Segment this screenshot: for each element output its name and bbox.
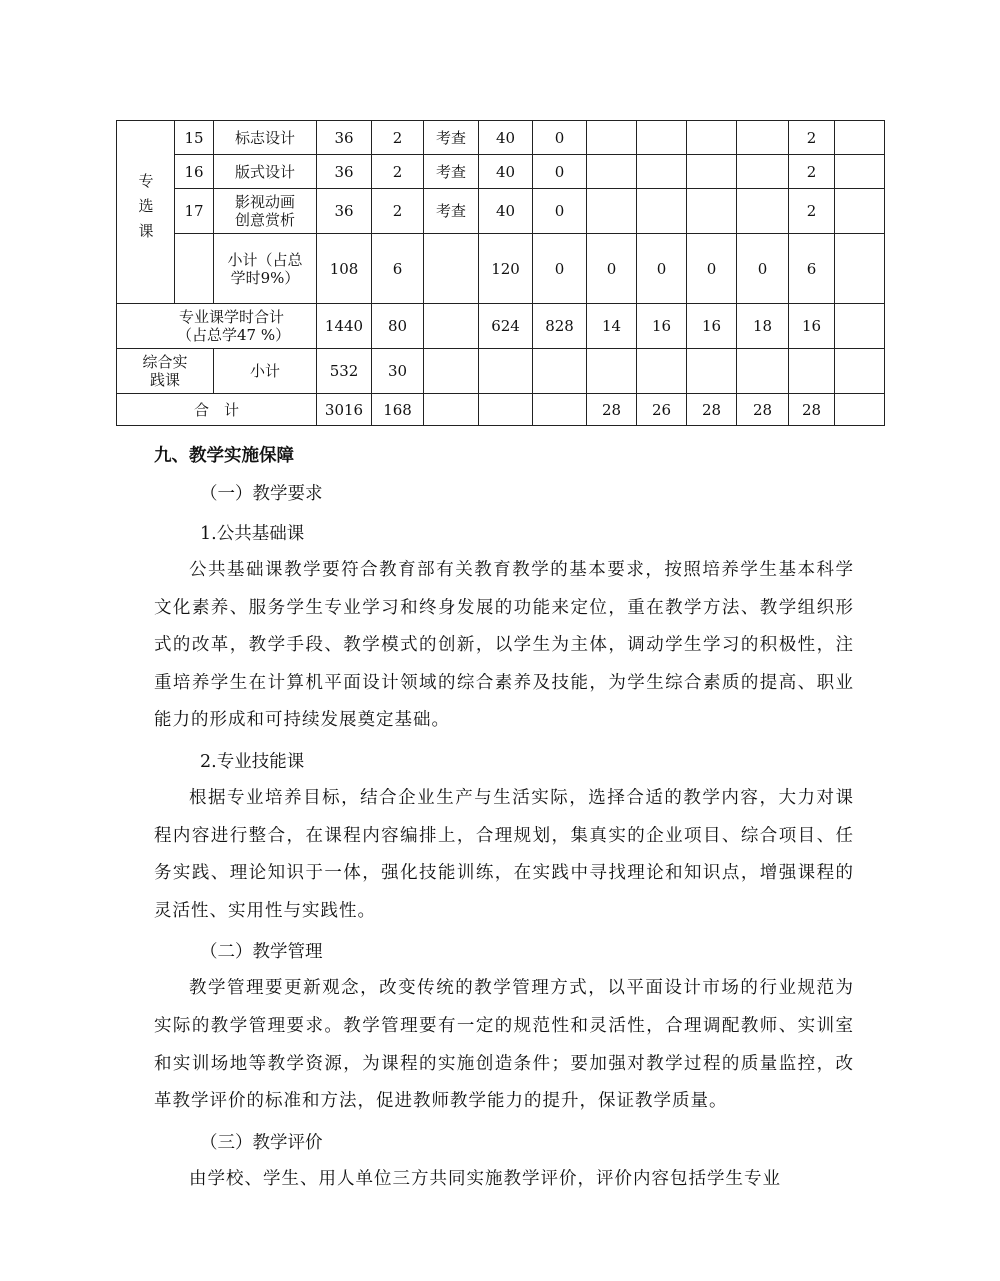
semester-6 (835, 121, 885, 155)
subsection-title: （三）教学评价 (200, 1132, 323, 1153)
table-row (117, 189, 885, 234)
category-cell (117, 121, 175, 304)
section-title: 九、教学实施保障 (154, 446, 294, 466)
hours: 1440 (317, 304, 372, 349)
table-row (117, 304, 885, 349)
semester-5: 28 (789, 394, 835, 426)
semester-6 (835, 189, 885, 234)
subtotal-label: 小计（占总学时9%） (214, 234, 317, 304)
table-row (117, 121, 885, 155)
practice-hours: 0 (533, 189, 587, 234)
semester-2: 26 (637, 394, 687, 426)
semester-5: 6 (789, 234, 835, 304)
course-name: 标志设计 (214, 121, 317, 155)
semester-2: 16 (637, 304, 687, 349)
table-row (117, 234, 885, 304)
semester-6 (835, 304, 885, 349)
theory-hours: 40 (479, 189, 533, 234)
theory-hours: 120 (479, 234, 533, 304)
semester-2: 0 (637, 234, 687, 304)
semester-2 (637, 189, 687, 234)
course-no: 17 (175, 189, 214, 234)
empty-cell (479, 394, 533, 426)
semester-4: 18 (737, 304, 789, 349)
semester-3 (687, 155, 737, 189)
practice-hours: 828 (533, 304, 587, 349)
empty-cell (789, 349, 835, 394)
semester-3 (687, 121, 737, 155)
exam-type (424, 304, 479, 349)
semester-4: 0 (737, 234, 789, 304)
course-name: 版式设计 (214, 155, 317, 189)
semester-1 (587, 189, 637, 234)
course-no: 15 (175, 121, 214, 155)
semester-5: 2 (789, 155, 835, 189)
hours: 36 (317, 155, 372, 189)
semester-4: 28 (737, 394, 789, 426)
hours: 36 (317, 121, 372, 155)
exam-type: 考查 (424, 189, 479, 234)
semester-3 (687, 189, 737, 234)
grand-total-label: 合 计 (117, 394, 317, 426)
semester-3: 16 (687, 304, 737, 349)
empty-cell (835, 349, 885, 394)
table-row (117, 394, 885, 426)
item-title: 2.专业技能课 (200, 751, 305, 772)
paragraph: 由学校、学生、用人单位三方共同实施教学评价，评价内容包括学生专业 (189, 1168, 781, 1189)
category-text: 专选课 (136, 172, 155, 248)
theory-hours: 624 (479, 304, 533, 349)
credits: 80 (372, 304, 424, 349)
credits: 30 (372, 349, 424, 394)
empty-cell (533, 349, 587, 394)
semester-4 (737, 189, 789, 234)
semester-2 (637, 121, 687, 155)
semester-5: 2 (789, 121, 835, 155)
course-table (116, 120, 885, 426)
semester-1: 14 (587, 304, 637, 349)
exam-type (424, 234, 479, 304)
credits: 168 (372, 394, 424, 426)
semester-6 (835, 234, 885, 304)
practice-hours: 0 (533, 155, 587, 189)
table-row (117, 155, 885, 189)
semester-3: 28 (687, 394, 737, 426)
course-no (175, 234, 214, 304)
semester-6 (835, 155, 885, 189)
semester-5: 2 (789, 189, 835, 234)
semester-1: 28 (587, 394, 637, 426)
theory-hours: 40 (479, 121, 533, 155)
exam-type: 考查 (424, 121, 479, 155)
practice-category: 综合实践课 (117, 349, 214, 394)
table-row (117, 349, 885, 394)
hours: 532 (317, 349, 372, 394)
subsection-title: （一）教学要求 (200, 484, 323, 504)
course-name: 影视动画创意赏析 (214, 189, 317, 234)
item-title: 1.公共基础课 (200, 524, 305, 544)
semester-3: 0 (687, 234, 737, 304)
practice-hours: 0 (533, 234, 587, 304)
exam-type: 考查 (424, 155, 479, 189)
semester-2 (637, 155, 687, 189)
subsection-title: （二）教学管理 (200, 942, 323, 963)
semester-1 (587, 121, 637, 155)
document-body (154, 440, 854, 1198)
empty-cell (479, 349, 533, 394)
credits: 2 (372, 155, 424, 189)
paragraph: 教学管理要更新观念，改变传统的教学管理方式，以平面设计市场的行业规范为实际的教学管理要求。教学管理要有一定的规范性和灵活性，合理调配教师、实训室和实训场地等教学资源，为课程的实施创造条件；要加强对教学过程的质量监控，改革教学评价的标准和方法，促进教师教学能力的提升，保证教学质量。 (154, 978, 854, 1112)
practice-subtotal-label: 小计 (214, 349, 317, 394)
credits: 6 (372, 234, 424, 304)
credits: 2 (372, 121, 424, 155)
empty-cell (424, 349, 479, 394)
hours: 36 (317, 189, 372, 234)
semester-1 (587, 155, 637, 189)
semester-5: 16 (789, 304, 835, 349)
semester-4 (737, 155, 789, 189)
empty-cell (424, 394, 479, 426)
empty-cell (687, 349, 737, 394)
semester-4 (737, 121, 789, 155)
major-total-label: 专业课学时合计（占总学47 %） (117, 304, 317, 349)
paragraph: 公共基础课教学要符合教育部有关教育教学的基本要求，按照培养学生基本科学文化素养、服务学生专业学习和终身发展的功能来定位，重在教学方法、教学组织形式的改革，教学手段、教学模式的创新，以学生为主体，调动学生学习的积极性，注重培养学生在计算机平面设计领域的综合素养及技能，为学生综合素质的提高、职业能力的形成和可持续发展奠定基础。 (154, 560, 854, 731)
hours: 108 (317, 234, 372, 304)
credits: 2 (372, 189, 424, 234)
course-no: 16 (175, 155, 214, 189)
paragraph: 根据专业培养目标，结合企业生产与生活实际，选择合适的教学内容，大力对课程内容进行整合，在课程内容编排上，合理规划，集真实的企业项目、综合项目、任务实践、理论知识于一体，强化技能训练，在实践中寻找理论和知识点，增强课程的灵活性、实用性与实践性。 (154, 787, 854, 921)
semester-6 (835, 394, 885, 426)
semester-1: 0 (587, 234, 637, 304)
empty-cell (587, 349, 637, 394)
hours: 3016 (317, 394, 372, 426)
empty-cell (533, 394, 587, 426)
empty-cell (637, 349, 687, 394)
empty-cell (737, 349, 789, 394)
theory-hours: 40 (479, 155, 533, 189)
practice-hours: 0 (533, 121, 587, 155)
